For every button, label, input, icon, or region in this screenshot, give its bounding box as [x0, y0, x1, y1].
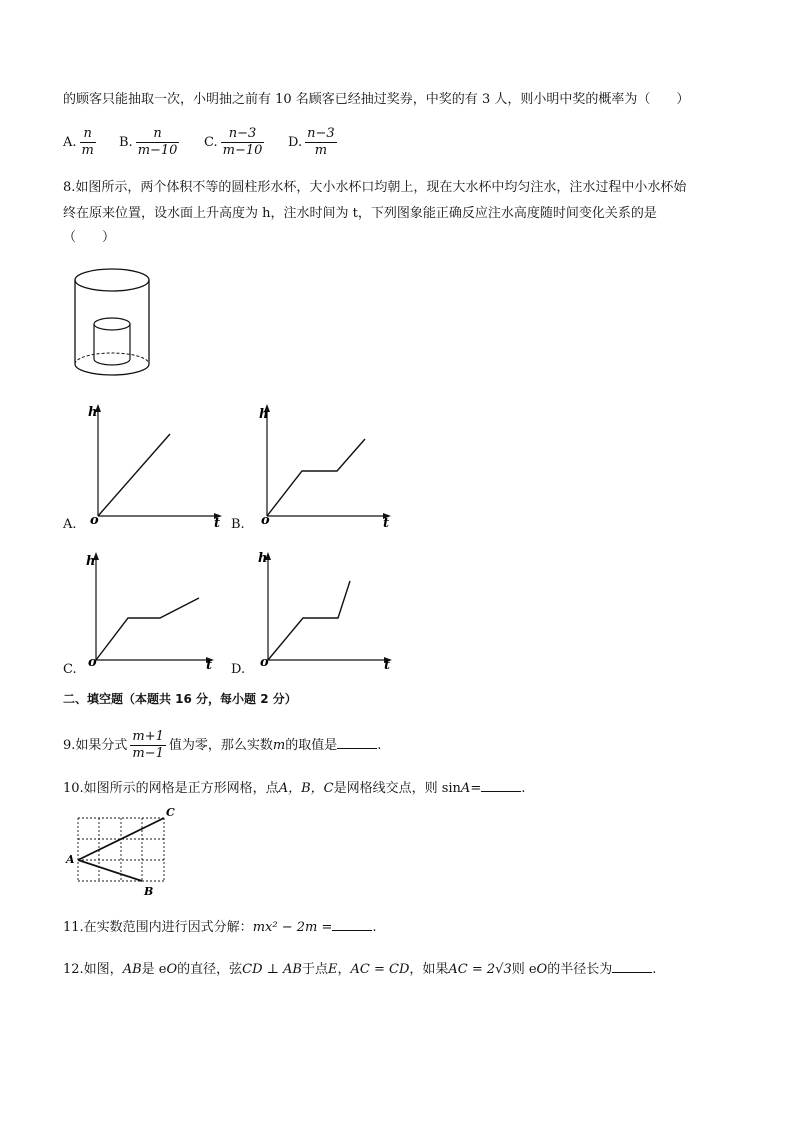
graph-b-origin-label: o — [261, 513, 270, 528]
graph-d-origin-label: o — [260, 655, 269, 670]
q8-line-3: （ ） — [63, 230, 116, 245]
q7-option-d: D. $\frac{n-3}{m}$ — [288, 126, 335, 158]
graph-d-y-label: h — [258, 551, 268, 566]
fraction-denominator: m — [81, 143, 94, 158]
q7-option-a: A. $\frac{n}{m}$ — [63, 126, 94, 158]
graph-b — [255, 402, 395, 531]
point-b-label: B — [144, 885, 154, 898]
graph-c-origin-label: o — [88, 655, 97, 670]
graph-c-x-label: t — [206, 658, 213, 673]
fraction-numerator: n−3 — [221, 126, 265, 143]
answer-blank[interactable] — [612, 960, 652, 973]
q10: 10.如图所示的网格是正方形网格，点A，B，C是网格线交点，则 sinA= . — [63, 781, 526, 796]
fraction-denominator: m — [314, 143, 328, 158]
graph-c — [84, 548, 224, 673]
q7-option-b: B. $\frac{n}{m-10}$ — [119, 126, 178, 158]
graph-a — [86, 402, 226, 531]
q9: 9.如果分式 $\frac{m+1}{m-1}$ 值为零，那么实数m的取值是 . — [63, 729, 382, 761]
section-2-heading: 二、填空题（本题共 16 分，每小题 2 分） — [63, 692, 297, 706]
graph-a-y-label: h — [88, 405, 98, 420]
grid-figure — [62, 805, 182, 897]
fraction-numerator: n — [80, 126, 96, 143]
q7-option-c: C. $\frac{n-3}{m-10}$ — [204, 126, 263, 158]
fraction-numerator: n−3 — [307, 126, 335, 141]
graph-a-x-label: t — [214, 516, 221, 531]
q8-line-1: 8.如图所示，两个体积不等的圆柱形水杯，大小水杯口均朝上，现在大水杯中均匀注水，注水过程中小水杯始 — [63, 180, 687, 195]
q11: 11.在实数范围内进行因式分解：mx² − 2m = . — [63, 920, 377, 935]
graph-c-y-label: h — [86, 554, 96, 569]
graph-d — [256, 548, 396, 673]
fraction-denominator: m−10 — [222, 143, 263, 158]
graph-d-label: D. — [231, 662, 246, 677]
graph-a-origin-label: o — [90, 513, 99, 528]
q9-fraction: $\frac{m+1}{m-1}$ — [132, 729, 164, 761]
point-c-label: C — [166, 806, 175, 819]
graph-b-y-label: h — [259, 407, 269, 422]
fraction-numerator: n — [136, 126, 180, 143]
answer-blank[interactable] — [332, 918, 372, 931]
fraction-denominator: m−10 — [137, 143, 178, 158]
point-a-label: A — [66, 853, 75, 866]
answer-blank[interactable] — [337, 736, 377, 749]
graph-b-label: B. — [231, 517, 245, 532]
graph-c-label: C. — [63, 662, 77, 677]
q12: 12.如图，AB是 eO的直径，弦CD ⊥ AB于点E，AC = CD，如果AC = 2√3则 eO的半径长为 . — [63, 962, 657, 977]
graph-d-x-label: t — [384, 658, 391, 673]
q8-line-2: 终在原来位置，设水面上升高度为 h，注水时间为 t，下列图象能正确反应注水高度随时间变化关系的是 — [63, 206, 657, 221]
cup-figure — [72, 266, 162, 382]
answer-blank[interactable] — [481, 779, 521, 792]
graph-a-label: A. — [63, 517, 77, 532]
q7-stem: 的顾客只能抽取一次，小明抽之前有 10 名顾客已经抽过奖券，中奖的有 3 人，则小明中奖的概率为（ ） — [63, 92, 690, 107]
graph-b-x-label: t — [383, 516, 390, 531]
